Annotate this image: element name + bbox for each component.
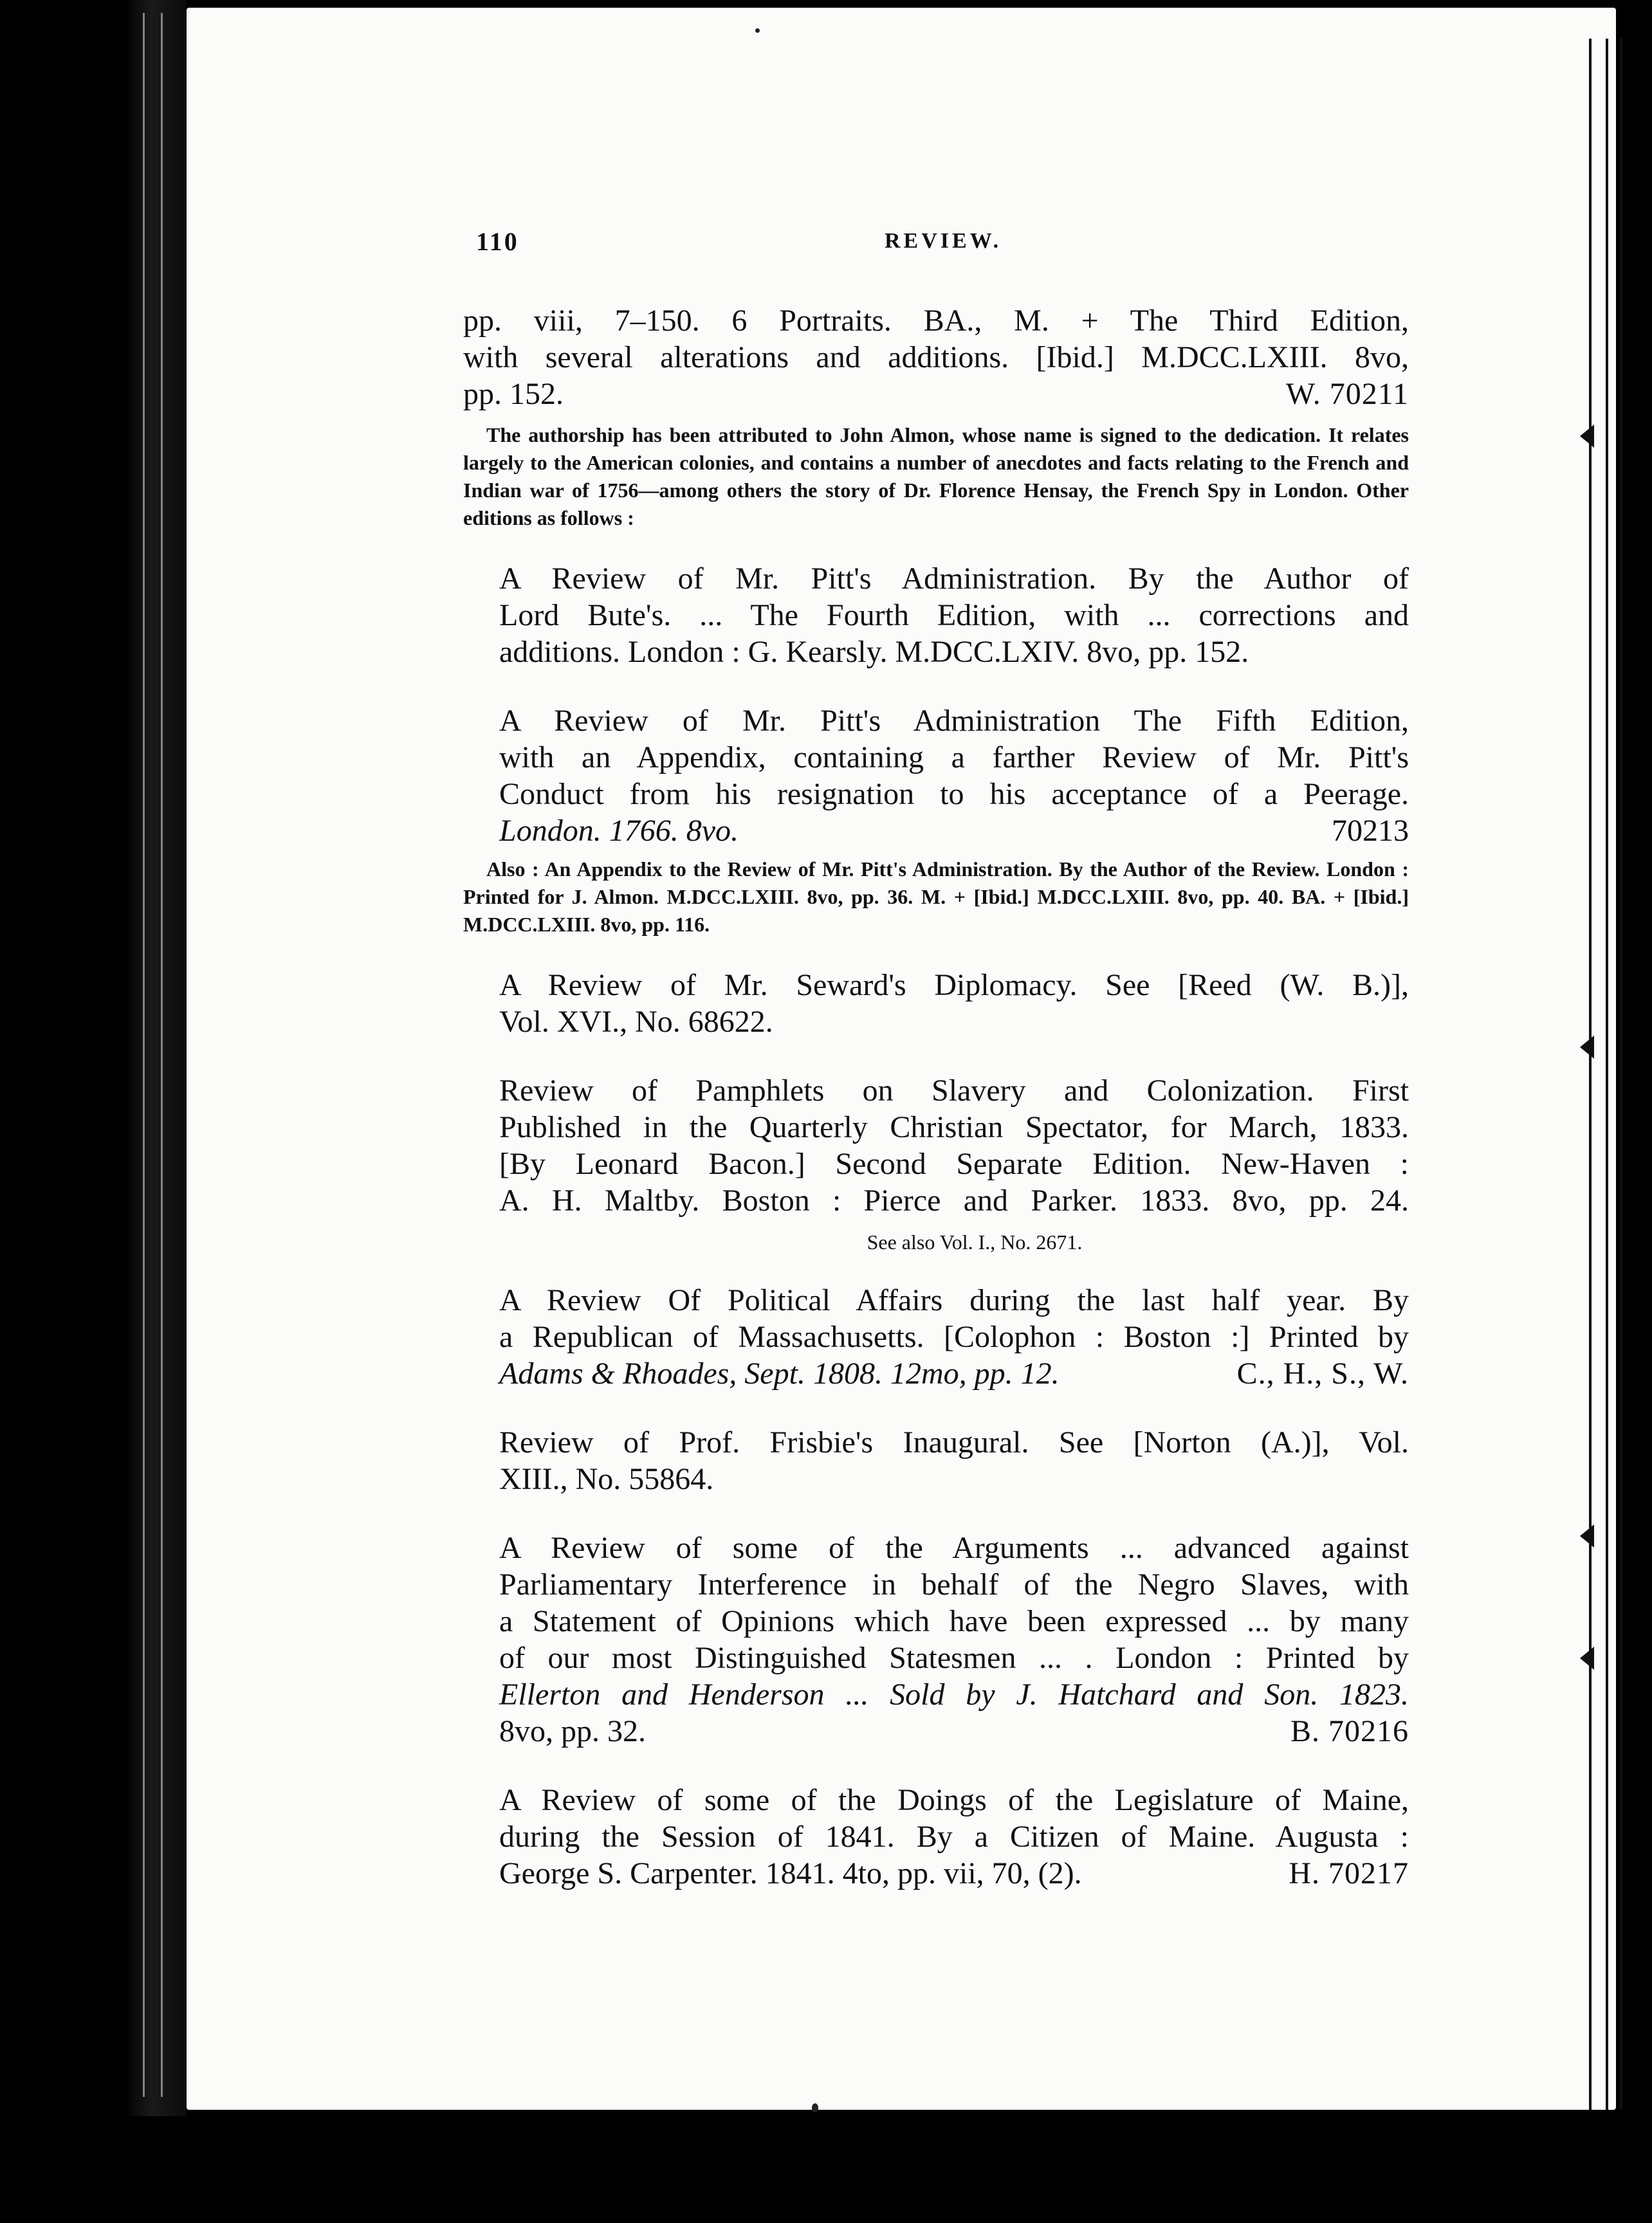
running-head: REVIEW.	[885, 229, 1002, 253]
entry-line: Review of Pamphlets on Slavery and Colonization. First	[499, 1074, 1409, 1108]
entry-reference-number: W. 70211	[1285, 377, 1409, 411]
entry-political-affairs	[463, 1282, 1409, 1392]
entry-note: The authorship has been attributed to John Almon, whose name is signed to the dedication. It relates largely to the American colonies, and contains a number of anecdotes and facts relating to the French and Indian war of 1756—among others the story of Dr. Florence Hensay, the French Spy in London. Other editions as follows :	[463, 423, 1409, 529]
entry-reference-number: 70213	[1332, 814, 1409, 848]
entry-last-line: A. H. Maltby. Boston : Pierce and Parker. 1833. 8vo, pp. 24.	[499, 1184, 1409, 1218]
entry-last-line	[463, 1355, 1409, 1392]
page-header	[476, 226, 1390, 259]
entry-frisbie-inaugural	[463, 1424, 1409, 1497]
entry-line: with several alterations and additions. [Ibid.] M.DCC.LXIII. 8vo,	[463, 340, 1409, 374]
entry-line: Parliamentary Interference in behalf of the Negro Slaves, with	[499, 1568, 1409, 1602]
entry-line: with an Appendix, containing a farther Review of Mr. Pitt's	[499, 740, 1409, 774]
entry-pamphlets-slavery	[463, 1072, 1409, 1219]
print-speck	[812, 2103, 818, 2112]
entry-line: a Republican of Massachusetts. [Colophon : Boston :] Printed by	[499, 1320, 1409, 1354]
page-notch	[1580, 1524, 1594, 1548]
entry-line-text: Adams & Rhoades, Sept. 1808. 12mo, pp. 12.	[499, 1357, 1060, 1391]
page-notch	[1580, 1647, 1594, 1670]
entry-last-line	[463, 812, 1409, 849]
entry-line: of our most Distinguished Statesmen ... . London : Printed by	[499, 1641, 1409, 1675]
entry-line: Lord Bute's. ... The Fourth Edition, with ... corrections and	[499, 598, 1409, 632]
page-notch	[1580, 1036, 1594, 1059]
entry-note: Also : An Appendix to the Review of Mr. Pitt's Administration. By the Author of the Review. London : Printed for J. Almon. M.DCC.LXIII. 8vo, pp. 36. M. + [Ibid.] M.DCC.LXIII. 8vo, pp. 40. BA. + [Ibid.] M.DCC.LXIII. 8vo, pp. 116.	[463, 857, 1409, 936]
entry-line: A Review of Mr. Pitt's Administration. By the Author of	[499, 562, 1409, 596]
entry-line-text: 8vo, pp. 32.	[499, 1714, 646, 1748]
book-binding	[129, 0, 187, 2116]
page-number: 110	[476, 227, 519, 256]
page-notch	[1580, 425, 1594, 448]
entry-last-line	[463, 1713, 1409, 1750]
entry-last-line: additions. London : G. Kearsly. M.DCC.LXIV. 8vo, pp. 152.	[499, 635, 1249, 669]
entry-reference-number: C., H., S., W.	[1236, 1357, 1409, 1391]
see-also-reference: See also Vol. I., No. 2671.	[867, 1230, 1083, 1254]
print-speck	[755, 28, 760, 33]
binding-edge	[143, 13, 145, 2097]
entry-last-line	[463, 376, 1409, 412]
entry-70213	[463, 702, 1409, 849]
entry-line: Conduct from his resignation to his acceptance of a Peerage.	[499, 777, 1409, 811]
binding-edge	[161, 13, 163, 2097]
entry-last-line	[463, 1855, 1409, 1892]
entry-70216	[463, 1530, 1409, 1750]
entry-line: A Review of Mr. Seward's Diplomacy. See [Reed (W. B.)],	[499, 968, 1409, 1002]
entry-line: Ellerton and Henderson ... Sold by J. Hatchard and Son. 1823.	[499, 1678, 1409, 1712]
entry-line: A Review of some of the Arguments ... advanced against	[499, 1531, 1409, 1565]
entry-line: Review of Prof. Frisbie's Inaugural. See [Norton (A.)], Vol.	[499, 1425, 1409, 1459]
entry-seward-diplomacy	[463, 967, 1409, 1040]
entry-pitt-fourth-edition	[463, 560, 1409, 670]
bibliography-entries	[463, 302, 1409, 1924]
entry-last-line: XIII., No. 55864.	[499, 1462, 714, 1496]
entry-line: during the Session of 1841. By a Citizen of Maine. Augusta :	[499, 1820, 1409, 1854]
entry-line-text: London. 1766. 8vo.	[499, 814, 739, 848]
entry-reference-number: B. 70216	[1290, 1714, 1409, 1748]
entry-last-line: Vol. XVI., No. 68622.	[499, 1005, 773, 1039]
entry-line: A Review Of Political Affairs during the last half year. By	[499, 1283, 1409, 1317]
entry-line: A Review of Mr. Pitt's Administration The Fifth Edition,	[499, 704, 1409, 738]
entry-70217	[463, 1782, 1409, 1892]
entry-line-text: George S. Carpenter. 1841. 4to, pp. vii, 70, (2).	[499, 1856, 1082, 1890]
next-page-edge	[1589, 39, 1637, 2110]
entry-line: Published in the Quarterly Christian Spectator, for March, 1833.	[499, 1110, 1409, 1144]
entry-line: pp. viii, 7–150. 6 Portraits. BA., M. + The Third Edition,	[463, 304, 1409, 338]
entry-line: [By Leonard Bacon.] Second Separate Edition. New-Haven :	[499, 1147, 1409, 1181]
entry-line: a Statement of Opinions which have been expressed ... by many	[499, 1604, 1409, 1638]
entry-line: A Review of some of the Doings of the Legislature of Maine,	[499, 1783, 1409, 1817]
entry-line-text: pp. 152.	[463, 377, 564, 411]
entry-reference-number: H. 70217	[1289, 1856, 1409, 1890]
entry-70211	[463, 302, 1409, 412]
